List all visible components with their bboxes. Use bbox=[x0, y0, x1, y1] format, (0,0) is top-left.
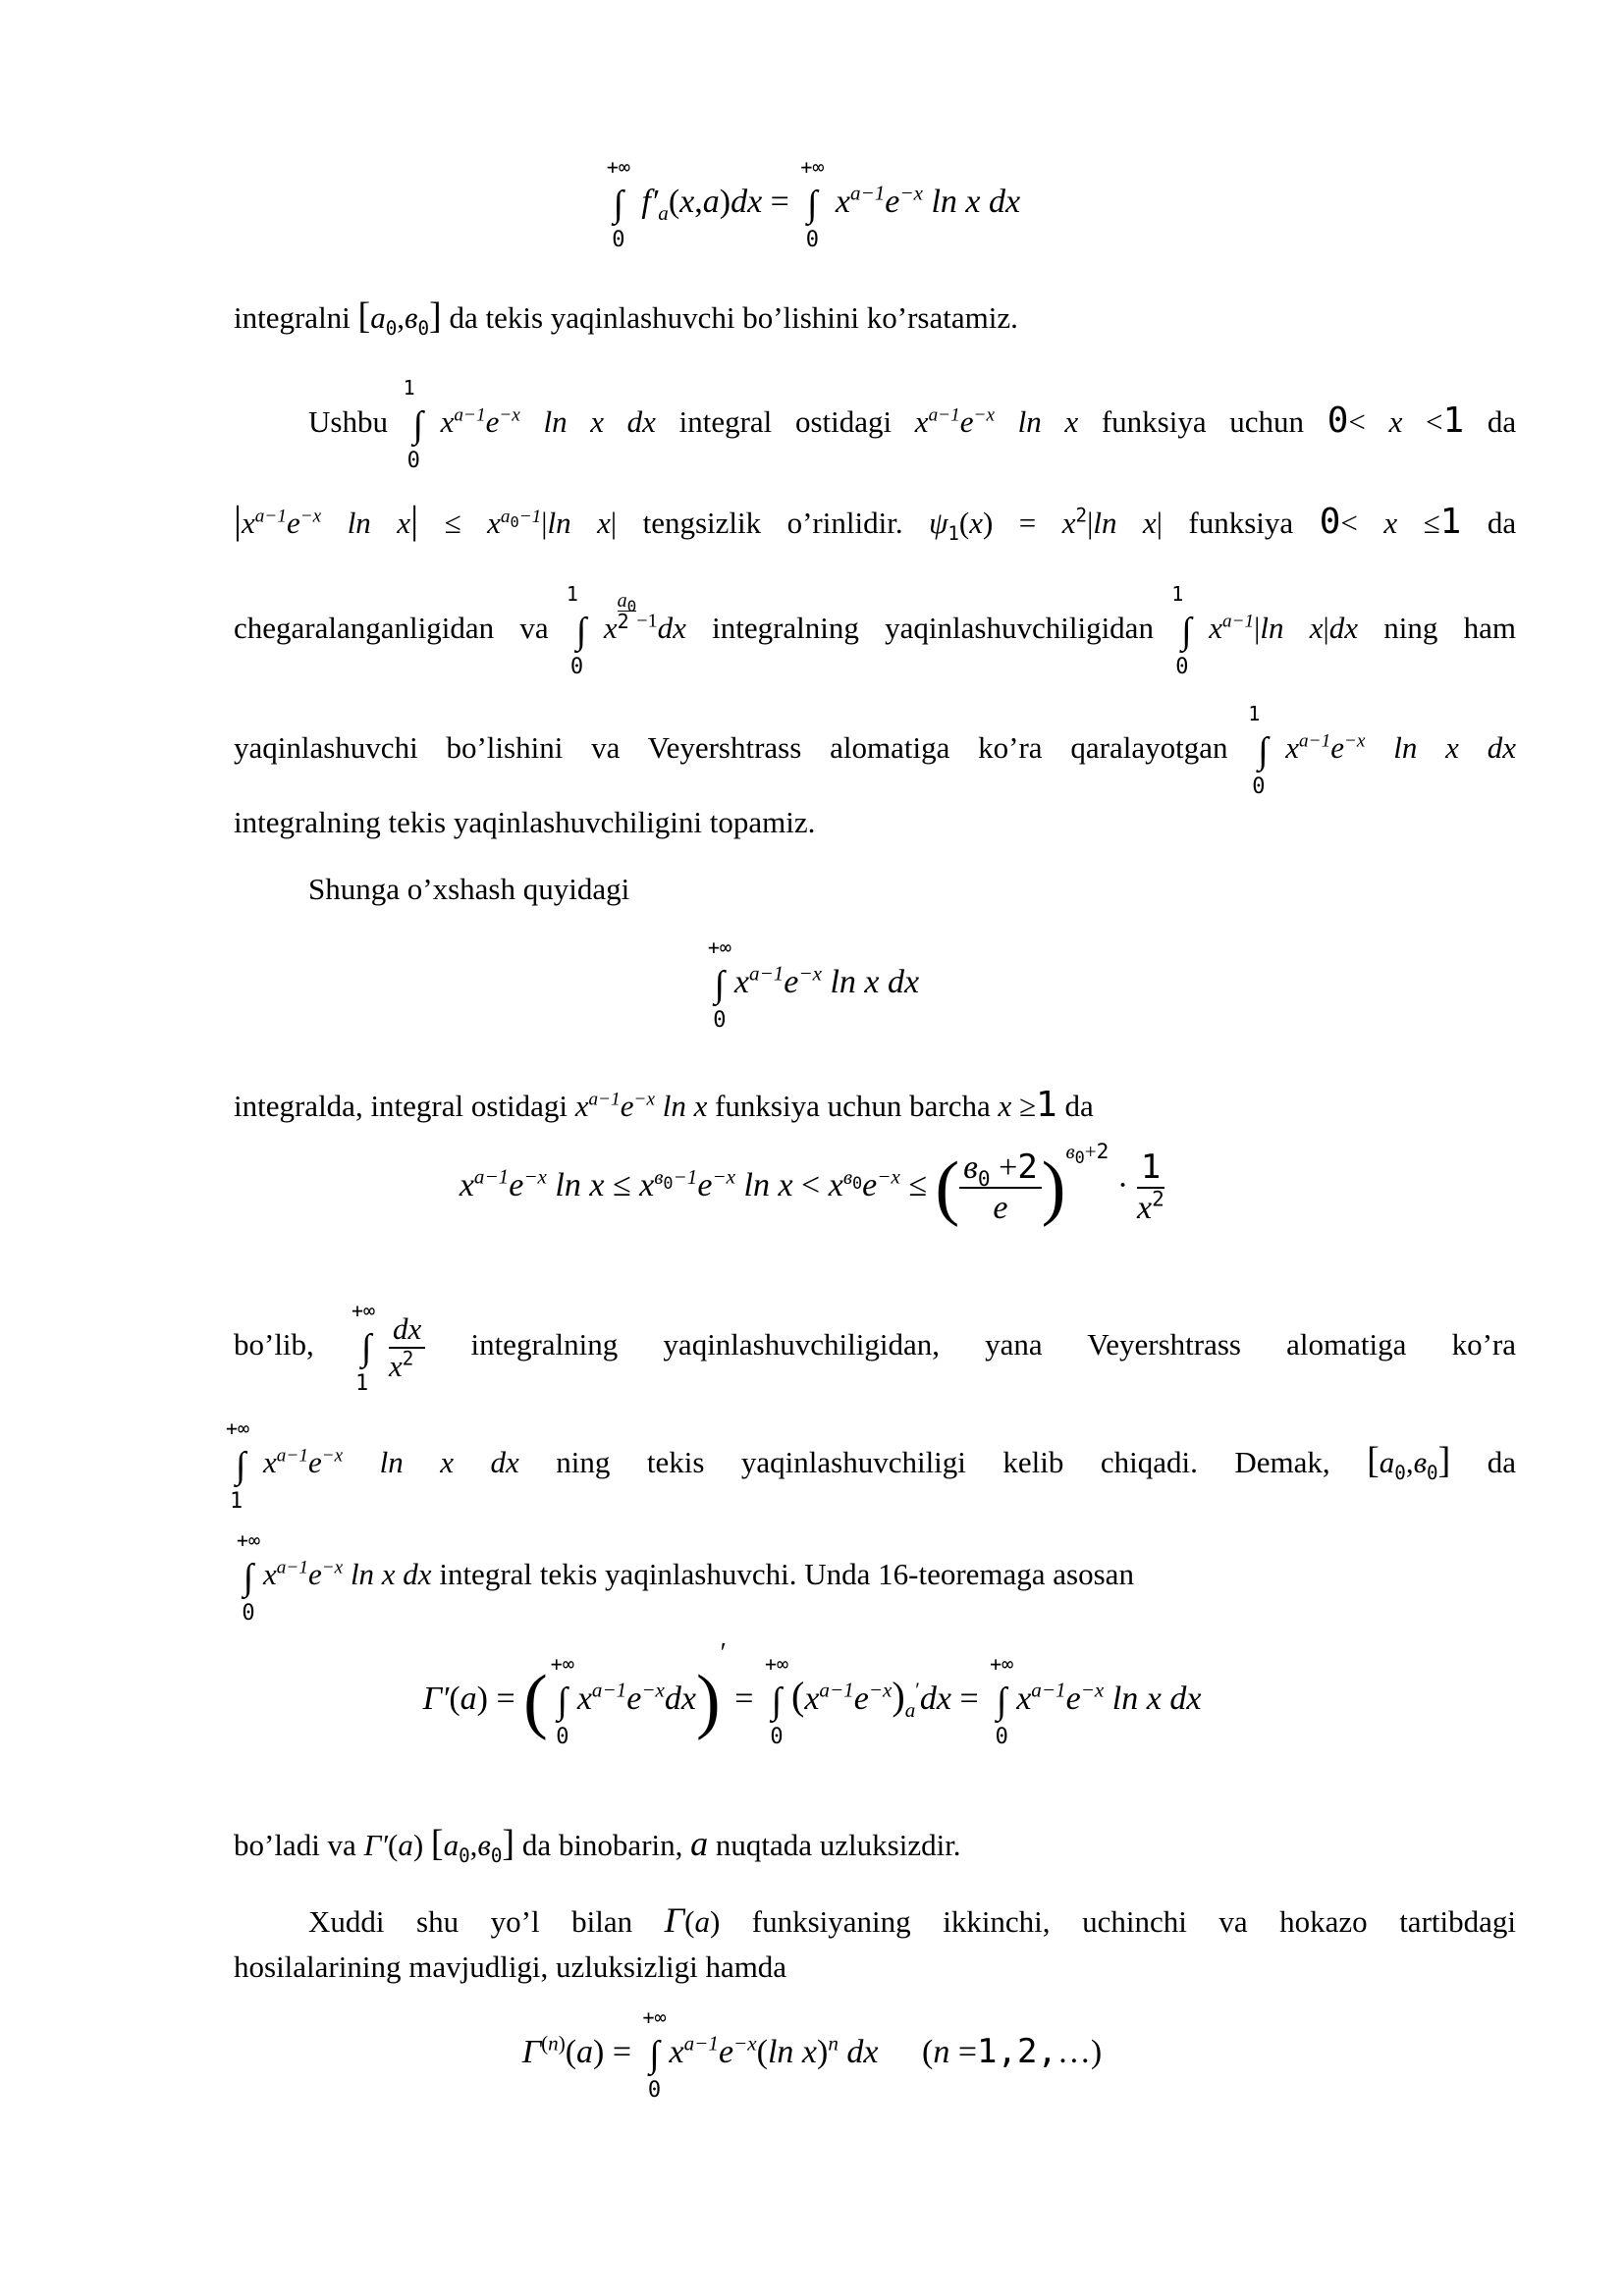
paragraph-4: chegaralanganligidan va 1 ∫ 0 x $\frac{a_0}{2}$ $^{-1}$dx integralning yaqinlashuvchiligidan 1 ∫ 0 $x^{a-1}|\ln$ x|dx ning ham bbox=[234, 581, 1517, 679]
equation-5: $Г^{(n)}(a)$ = +∞ ∫ 0 $x^{a-1}e^{-x}(\ln$ x)$^n$ dx (n =1,2,…) bbox=[521, 2005, 1103, 2103]
paragraph-6: integralning tekis yaqinlashuvchiligini topamiz. bbox=[234, 805, 816, 839]
paragraph-13: Xuddi shu yo’l bilan Г(a) funksiyaning ikkinchi, uchinchi va hokazo tartibdagi bbox=[308, 1900, 1516, 1940]
paragraph-14: hosilalarining mavjudligi, uzluksizligi hamda bbox=[234, 1949, 787, 1984]
paragraph-7: Shunga o’xshash quyidagi bbox=[308, 872, 630, 906]
paragraph-10: +∞ ∫ 1 $x^{a-1}e^{-x}$ ln x dx ning tekis yaqinlashuvchiligi kelib chiqadi. Demak, $[a_0,в_0]$ da bbox=[226, 1415, 1516, 1514]
paragraph-3: $|x^{a-1}e^{-x}$ $\ln x| \le x^{a_0-1}|\ln$ x| tengsizlik o’rinlidir. $\psi_1(x) = x^2|\ln$ x| funksiya 0< x ≤1 da bbox=[234, 498, 1517, 546]
equation-2: +∞ ∫ 0 $x^{a-1}e^{-x}$ ln x dx bbox=[707, 935, 920, 1033]
equation-1: +∞ ∫ 0 $f'_a(x,a)dx$ = +∞ ∫ 0 $x^{a-1}e^{-x}$ ln x dx bbox=[606, 155, 1021, 252]
paragraph-5: yaqinlashuvchi bo’lishini va Veyershtrass alomatiga ko’ra qaralayotgan 1 ∫ 0 $x^{a-1}e^{-x}$ ln x dx bbox=[234, 701, 1516, 799]
paragraph-9: bo’lib, +∞ ∫ 1 $\frac{dx}{x^2}$ integralning yaqinlashuvchiligidan, yana Veyershtrass alomatiga ko’ra bbox=[234, 1298, 1516, 1396]
paragraph-11: +∞ ∫ 0 $x^{a-1}e^{-x}$ ln x dx integral tekis yaqinlashuvchi. Unda 16-teoremaga asosan bbox=[236, 1527, 1134, 1626]
paragraph-2: Ushbu 1 ∫ 0 $x^{a-1}e^{-x}$ ln x dx integral ostidagi $x^{a-1}e^{-x}$ ln x funksiya uchun 0< x <1 da bbox=[308, 376, 1517, 473]
paragraph-1: integralni $[a_0,в_0]$ da tekis yaqinlashuvchi bo’lishini ko’rsatamiz. bbox=[234, 295, 1018, 341]
equation-4: Г′(a) = ( +∞ ∫ 0 $x^{a-1}e^{-x}dx)'$ = +∞ ∫ 0 $(x^{a-1}e^{-x})_a'dx$ = +∞ ∫ 0 $x^{a-1}e^{-x}$ ln x dx bbox=[422, 1638, 1202, 1750]
equation-3: $x^{a-1}e^{-x}$ $\ln x \le x^{в_0-1}e^{-x}$ $\ln x < x^{в_0}e^{-x}$ ≤ ( $\frac{в_0 +2}{e}$ )$^{в_0+2}$ · $\frac{1}{x^2}$ bbox=[459, 1138, 1164, 1229]
paragraph-12: bo’ladi va Г′(a) $[a_0,в_0]$ da binobarin, a nuqtada uzluksizdir. bbox=[234, 1823, 961, 1868]
paragraph-8: integralda, integral ostidagi $x^{a-1}e^{-x}$ ln x funksiya uchun barcha x ≥1 da bbox=[234, 1085, 1094, 1125]
